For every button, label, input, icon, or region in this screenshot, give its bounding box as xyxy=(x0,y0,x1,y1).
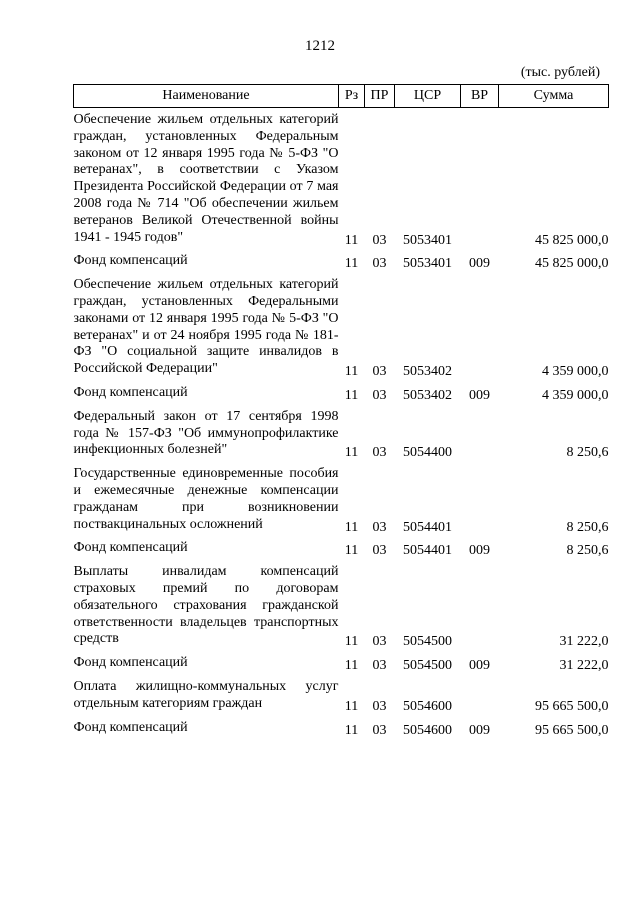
row-pr: 03 xyxy=(372,232,387,248)
table-row xyxy=(74,675,609,716)
header-rz: Рз xyxy=(339,85,365,108)
table-row xyxy=(74,381,609,405)
table-row xyxy=(74,249,609,273)
row-vr: 009 xyxy=(469,387,490,403)
row-vr xyxy=(461,675,499,716)
row-sum: 31 222,0 xyxy=(559,658,609,674)
row-name: Обеспечение жильем отдельных категорий граждан, установленных Федеральными законами от 12 января 1995 года № 5-ФЗ "О ветеранах" и от 24 ноября 1995 года № 181-ФЗ "О социальной защите инвалидов в Российской Федерации" xyxy=(73,277,339,377)
row-csr: 5053401 xyxy=(403,232,452,248)
row-name: Выплаты инвалидам компенсаций страховых премий по договорам обязательного страхования гражданской ответственности владельцев транспортных средств xyxy=(73,564,339,647)
row-pr: 03 xyxy=(372,519,387,535)
row-pr: 03 xyxy=(372,256,387,272)
row-pr: 03 xyxy=(372,634,387,650)
row-name: Федеральный закон от 17 сентября 1998 года № 157-ФЗ "Об иммунопрофилактике инфекционных болезней" xyxy=(73,408,339,458)
row-pr: 03 xyxy=(372,364,387,380)
row-name: Фонд компенсаций xyxy=(73,540,188,556)
row-rz: 11 xyxy=(344,698,359,714)
table-row xyxy=(74,536,609,560)
header-sum: Сумма xyxy=(499,85,609,108)
row-vr: 009 xyxy=(469,658,490,674)
row-rz: 11 xyxy=(344,519,359,535)
row-rz: 11 xyxy=(344,634,359,650)
table-row xyxy=(74,108,609,250)
table-header-row xyxy=(74,85,609,108)
budget-table xyxy=(73,84,609,739)
table-row xyxy=(74,560,609,651)
row-vr: 009 xyxy=(469,722,490,738)
row-csr: 5053401 xyxy=(403,256,452,272)
row-csr: 5053402 xyxy=(403,387,452,403)
units-label: (тыс. рублей) xyxy=(520,65,600,80)
row-rz: 11 xyxy=(344,256,359,272)
row-sum: 45 825 000,0 xyxy=(535,256,609,272)
row-csr: 5054401 xyxy=(403,519,452,535)
row-sum: 95 665 500,0 xyxy=(535,722,609,738)
row-rz: 11 xyxy=(344,445,359,461)
row-sum: 8 250,6 xyxy=(566,519,609,535)
row-csr: 5054500 xyxy=(403,634,452,650)
row-pr: 03 xyxy=(372,387,387,403)
row-name: Фонд компенсаций xyxy=(73,253,188,269)
row-sum: 45 825 000,0 xyxy=(535,232,609,248)
row-vr xyxy=(461,560,499,651)
row-vr xyxy=(461,405,499,462)
row-vr: 009 xyxy=(469,256,490,272)
row-csr: 5054400 xyxy=(403,445,452,461)
row-csr: 5053402 xyxy=(403,364,452,380)
table-row xyxy=(74,716,609,740)
row-sum: 8 250,6 xyxy=(566,445,609,461)
table-row xyxy=(74,462,609,536)
row-rz: 11 xyxy=(344,722,359,738)
row-name: Государственные единовременные пособия и ежемесячные денежные компенсации гражданам при возникновении поствакцинальных осложнений xyxy=(73,466,339,532)
row-sum: 4 359 000,0 xyxy=(542,364,609,380)
row-rz: 11 xyxy=(344,387,359,403)
page-number: 1212 xyxy=(305,38,335,54)
row-rz: 11 xyxy=(344,364,359,380)
row-sum: 95 665 500,0 xyxy=(535,698,609,714)
row-name: Фонд компенсаций xyxy=(73,384,188,400)
row-vr: 009 xyxy=(469,543,490,559)
row-csr: 5054401 xyxy=(403,543,452,559)
header-pr: ПР xyxy=(365,85,395,108)
row-pr: 03 xyxy=(372,698,387,714)
header-name: Наименование xyxy=(74,85,339,108)
row-sum: 31 222,0 xyxy=(559,634,609,650)
row-rz: 11 xyxy=(344,543,359,559)
row-pr: 03 xyxy=(372,722,387,738)
table-body xyxy=(74,108,609,740)
row-sum: 8 250,6 xyxy=(566,543,609,559)
table-row xyxy=(74,273,609,381)
header-csr: ЦСР xyxy=(395,85,461,108)
row-vr xyxy=(461,108,499,250)
row-rz: 11 xyxy=(344,658,359,674)
header-vr: ВР xyxy=(461,85,499,108)
row-sum: 4 359 000,0 xyxy=(542,387,609,403)
row-name: Оплата жилищно-коммунальных услуг отдельным категориям граждан xyxy=(73,678,339,711)
row-name: Фонд компенсаций xyxy=(73,719,188,735)
row-pr: 03 xyxy=(372,543,387,559)
row-rz: 11 xyxy=(344,232,359,248)
row-csr: 5054600 xyxy=(403,698,452,714)
row-name: Обеспечение жильем отдельных категорий граждан, установленных Федеральным законом от 12 января 1995 года № 5-ФЗ "О ветеранах", в соответствии с Указом Президента Российской Федерации от 7 мая 2008 года № 714 "Об обеспечении жильем ветеранов Великой Отечественной войны 1941 - 1945 годов" xyxy=(73,112,339,245)
row-csr: 5054500 xyxy=(403,658,452,674)
row-pr: 03 xyxy=(372,658,387,674)
table-row xyxy=(74,405,609,462)
table-row xyxy=(74,651,609,675)
row-vr xyxy=(461,462,499,536)
row-vr xyxy=(461,273,499,381)
row-name: Фонд компенсаций xyxy=(73,655,188,671)
row-csr: 5054600 xyxy=(403,722,452,738)
row-pr: 03 xyxy=(372,445,387,461)
